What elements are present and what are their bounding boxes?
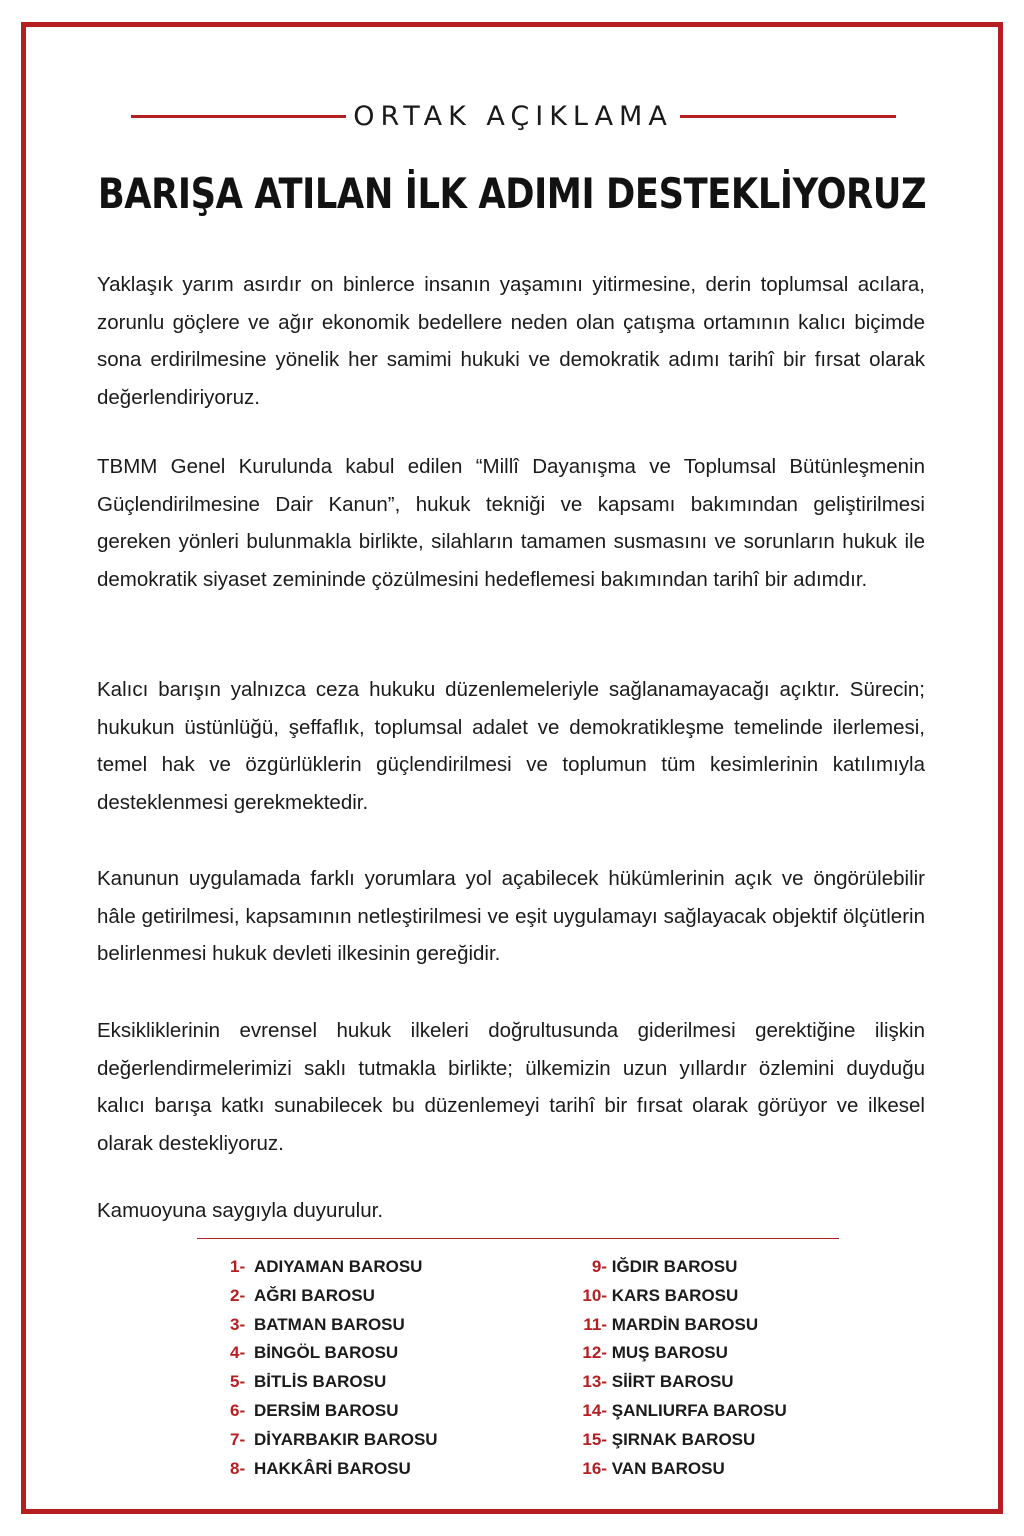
kicker-rule-left bbox=[131, 115, 346, 118]
signatory-number: 11- bbox=[583, 1314, 607, 1334]
signatory-item bbox=[572, 1311, 787, 1340]
signatory-item bbox=[572, 1455, 787, 1484]
signatory-item bbox=[572, 1397, 787, 1426]
kicker-title: ORTAK AÇIKLAMA bbox=[353, 101, 673, 132]
signatory-name: DİYARBAKIR BAROSU bbox=[254, 1429, 438, 1449]
signatory-item bbox=[230, 1311, 438, 1340]
signatory-name: BATMAN BAROSU bbox=[254, 1314, 405, 1334]
kicker-rule-right bbox=[680, 115, 896, 118]
signatory-name: MUŞ BAROSU bbox=[611, 1343, 728, 1363]
signatory-number: 13- bbox=[582, 1372, 607, 1392]
signatory-number: 5- bbox=[230, 1372, 246, 1392]
signatory-item bbox=[572, 1253, 787, 1282]
signatory-number: 2- bbox=[230, 1285, 246, 1305]
paragraph: TBMM Genel Kurulunda kabul edilen “Millî Dayanışma ve Toplumsal Bütünleşmenin Güçlendirilmesine Dair Kanun”, hukuk tekniği ve kapsamı bakımından geliştirilmesi gereken yönleri bulunmakla birlikte, silahların tamamen susmasını ve sorunların hukuk ile demokratik siyaset zemininde çözülmesini hedeflemesi bakımından tarihî bir adımdır. bbox=[97, 455, 925, 591]
signatory-name: BİNGÖL BAROSU bbox=[254, 1343, 399, 1363]
signatory-name: KARS BAROSU bbox=[611, 1285, 739, 1305]
paragraph: Kanunun uygulamada farklı yorumlara yol açabilecek hükümlerinin açık ve öngörülebilir hâle getirilmesi, kapsamının netleştirilmesi ve eşit uygulamayı sağlayacak objektif ölçütlerin belirlenmesi hukuk devleti ilkesinin gereğidir. bbox=[97, 867, 925, 965]
closing-line: Kamuoyuna saygıyla duyurulur. bbox=[97, 1199, 384, 1222]
signatory-item bbox=[230, 1253, 438, 1282]
paragraph: Eksikliklerinin evrensel hukuk ilkeleri doğrultusunda giderilmesi gerektiğine ilişkin değerlendirmelerimizi saklı tutmakla birlikte; ülkemizin uzun yıllardır özlemini duyduğu kalıcı barışa katkı sunabilecek bu düzenlemeyi tarihî bir fırsat olarak görüyor ve ilkesel olarak destekliyoruz. bbox=[97, 1019, 925, 1155]
signatory-number: 12- bbox=[582, 1343, 607, 1363]
signatory-name: IĞDIR BAROSU bbox=[611, 1257, 738, 1276]
headline: BARIŞA ATILAN İLK ADIMI DESTEKLİYORUZ bbox=[97, 169, 927, 218]
signatory-number: 16- bbox=[582, 1458, 607, 1478]
signatory-item bbox=[230, 1368, 438, 1397]
kicker-row bbox=[0, 95, 1024, 139]
signatory-number: 15- bbox=[582, 1429, 607, 1449]
signatory-number: 10- bbox=[582, 1285, 607, 1305]
signatory-item bbox=[230, 1426, 438, 1455]
signatory-name: SİİRT BAROSU bbox=[611, 1372, 734, 1392]
signatory-item bbox=[230, 1339, 438, 1368]
signatories-right-column bbox=[572, 1253, 787, 1483]
signatory-name: AĞRI BAROSU bbox=[254, 1285, 375, 1305]
signatory-name: ŞIRNAK BAROSU bbox=[611, 1429, 756, 1449]
paragraph: Kalıcı barışın yalnızca ceza hukuku düzenlemeleriyle sağlanamayacağı açıktır. Sürecin; hukukun üstünlüğü, şeffaflık, toplumsal adalet ve demokratikleşme temelinde ilerlemesi, temel hak ve özgürlüklerin güçlendirilmesi ve toplumun tüm kesimlerinin katılımıyla desteklenmesi gerekmektedir. bbox=[97, 678, 925, 814]
signatory-item bbox=[572, 1368, 787, 1397]
signatory-name: ADIYAMAN BAROSU bbox=[254, 1257, 423, 1276]
signatory-number: 14- bbox=[582, 1400, 607, 1420]
signatory-number: 1- bbox=[230, 1257, 246, 1276]
paragraph: Yaklaşık yarım asırdır on binlerce insanın yaşamını yitirmesine, derin toplumsal acılara, zorunlu göçlere ve ağır ekonomik bedellere neden olan çatışma ortamının kalıcı biçimde sona erdirilmesine yönelik her samimi hukuki ve demokratik adımı tarihî bir fırsat olarak değerlendiriyoruz. bbox=[97, 273, 925, 409]
signatory-name: HAKKÂRİ BAROSU bbox=[254, 1458, 411, 1478]
signatory-number: 9- bbox=[591, 1257, 607, 1276]
signatory-item bbox=[230, 1397, 438, 1426]
signatory-name: BİTLİS BAROSU bbox=[254, 1372, 387, 1392]
signatory-name: DERSİM BAROSU bbox=[254, 1400, 399, 1420]
signatory-item bbox=[230, 1455, 438, 1484]
signatory-number: 7- bbox=[230, 1429, 246, 1449]
signatory-number: 8- bbox=[230, 1458, 246, 1478]
signatory-item bbox=[572, 1339, 787, 1368]
signatory-number: 4- bbox=[230, 1343, 246, 1363]
signatory-number: 6- bbox=[230, 1400, 246, 1420]
signatories-left-column bbox=[230, 1253, 438, 1483]
signatories-divider bbox=[197, 1238, 839, 1239]
signatory-item bbox=[230, 1282, 438, 1311]
signatory-item bbox=[572, 1282, 787, 1311]
signatory-item bbox=[572, 1426, 787, 1455]
signatory-number: 3- bbox=[230, 1314, 246, 1334]
signatory-name: VAN BAROSU bbox=[611, 1458, 725, 1478]
signatory-name: ŞANLIURFA BAROSU bbox=[611, 1400, 787, 1420]
signatory-name: MARDİN BAROSU bbox=[611, 1314, 759, 1334]
